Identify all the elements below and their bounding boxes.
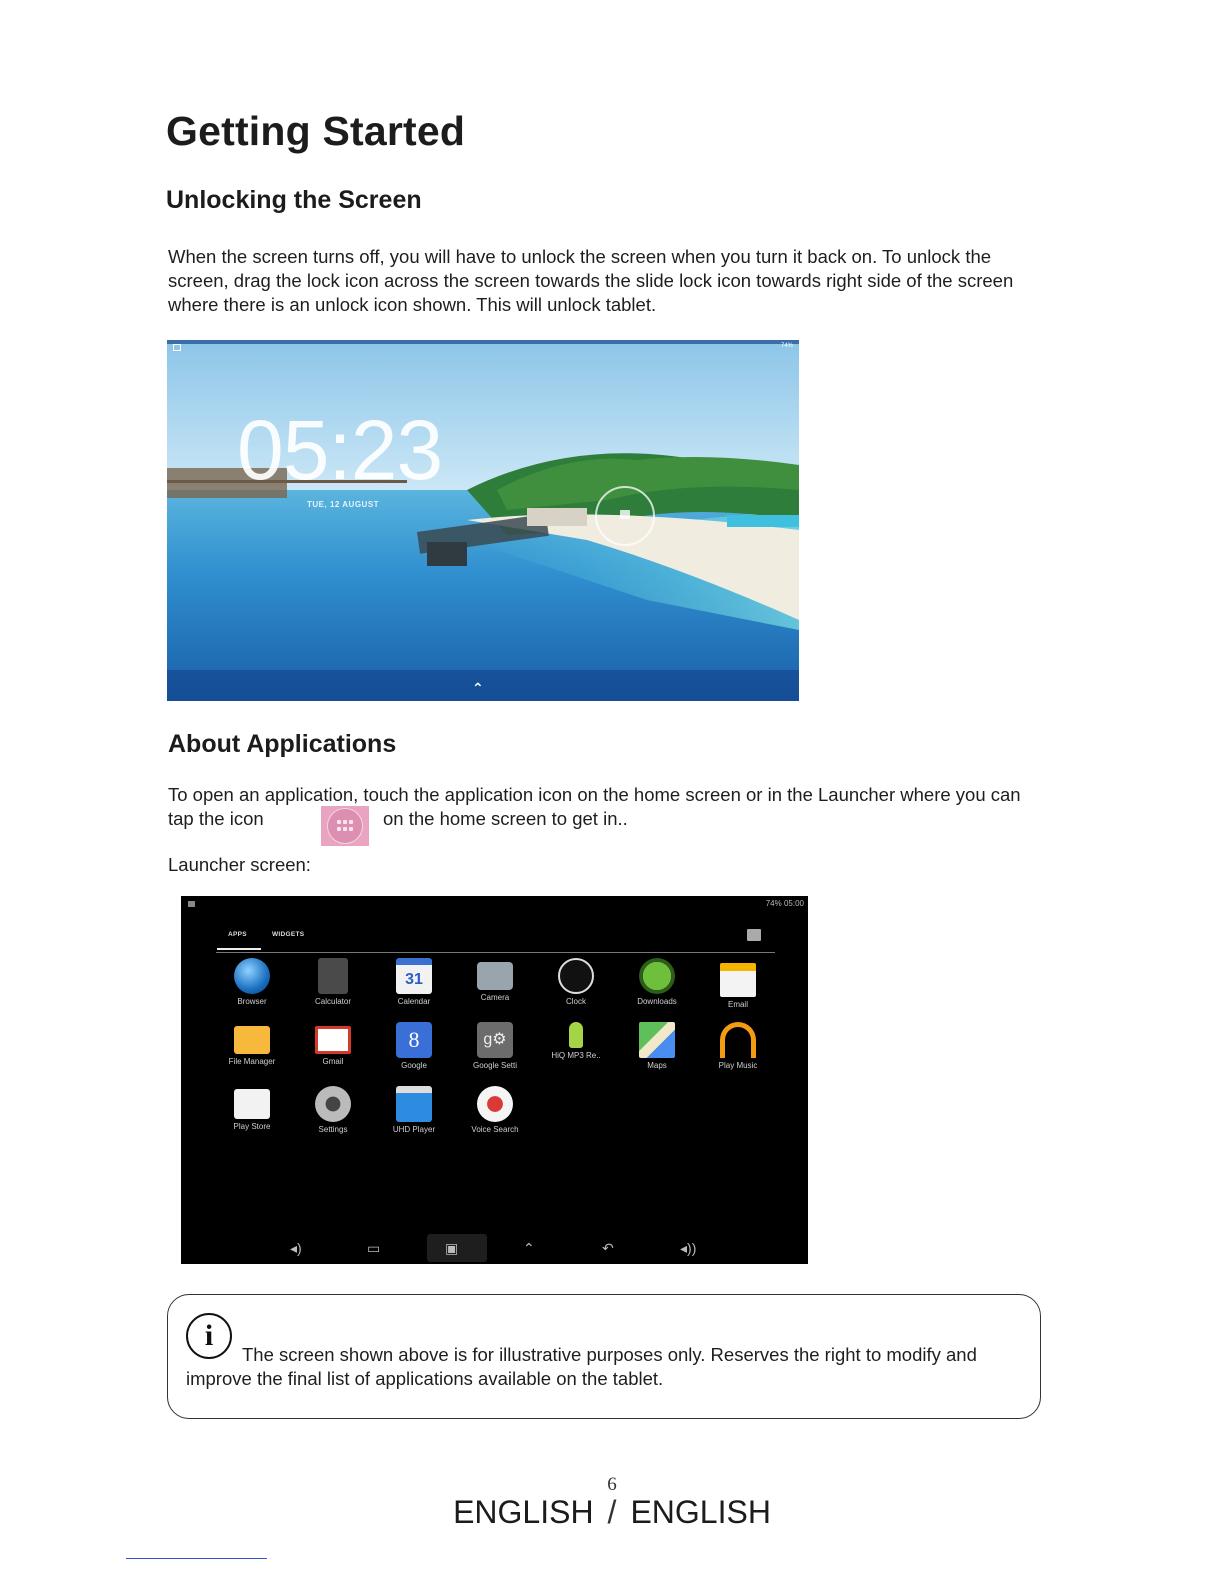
download-icon	[639, 958, 675, 994]
voice-search-icon	[477, 1086, 513, 1122]
launcher-grid-icon	[321, 806, 369, 846]
app-settings[interactable]	[293, 1086, 373, 1134]
note-text: The screen shown above is for illustrative purposes only. Reserves the right to modify and improve the final list of applications available on the tablet.	[186, 1344, 977, 1389]
app-label: Gmail	[322, 1057, 344, 1066]
home-icon[interactable]: ⌃	[523, 1240, 535, 1256]
google-icon: 8	[396, 1022, 432, 1058]
app-gmail[interactable]	[293, 1022, 373, 1066]
section-body-applications-b: on the home screen to get in..	[383, 808, 628, 829]
lock-icon	[620, 510, 630, 519]
gear-icon	[315, 1086, 351, 1122]
lock-screen-image	[167, 340, 799, 701]
notification-icon	[188, 901, 195, 907]
calculator-icon	[318, 958, 348, 994]
lock-time: 05:23	[237, 403, 443, 497]
volume-up-icon[interactable]: ◂))	[680, 1240, 697, 1256]
app-calculator[interactable]	[293, 958, 373, 1006]
screenshot-icon[interactable]: ▣	[445, 1240, 459, 1256]
tab-apps[interactable]: APPS	[228, 931, 247, 938]
recents-icon[interactable]: ▭	[367, 1240, 381, 1256]
globe-icon	[234, 958, 270, 994]
app-label: Google Setti	[472, 1061, 518, 1070]
app-google-setti[interactable]	[455, 1022, 535, 1070]
launcher-caption: Launcher screen:	[168, 854, 311, 875]
shopping-bag-icon[interactable]	[747, 929, 761, 941]
unlock-ring[interactable]	[595, 486, 655, 546]
section-heading-unlocking: Unlocking the Screen	[166, 186, 422, 214]
footer-rule	[126, 1558, 267, 1559]
app-uhd-player[interactable]	[374, 1086, 454, 1134]
app-label: Play Music	[718, 1061, 758, 1070]
app-email[interactable]	[698, 958, 778, 1009]
app-label: Google	[401, 1061, 427, 1070]
app-label: Calculator	[314, 997, 351, 1006]
note-box	[167, 1294, 1041, 1419]
footer-language	[0, 1494, 1224, 1531]
maps-icon	[639, 1022, 675, 1058]
chevron-up-icon[interactable]: ⌃	[472, 680, 484, 696]
app-label: Play Store	[233, 1122, 271, 1131]
app-label: Camera	[480, 993, 510, 1002]
app-label: Settings	[318, 1125, 348, 1134]
app-google[interactable]	[374, 1022, 454, 1070]
app-label: Calendar	[397, 997, 431, 1006]
clock-icon	[558, 958, 594, 994]
app-label: Browser	[237, 997, 267, 1006]
tab-apps-underline	[217, 948, 261, 950]
launcher-screenshot	[181, 896, 808, 1264]
back-icon[interactable]: ↶	[602, 1240, 614, 1256]
calendar-icon: 31	[396, 958, 432, 994]
microphone-icon	[569, 1022, 583, 1048]
app-label: Voice Search	[471, 1125, 519, 1134]
footer-right: ENGLISH	[630, 1494, 771, 1530]
app-label: Maps	[647, 1061, 667, 1070]
app-browser[interactable]	[212, 958, 292, 1006]
play-store-icon	[234, 1089, 270, 1119]
launcher-status: 74% 05:00	[765, 899, 804, 908]
lock-screen-scene	[167, 340, 799, 701]
lock-date: TUE, 12 AUGUST	[307, 500, 380, 509]
tab-widgets[interactable]: WIDGETS	[272, 931, 305, 938]
app-downloads[interactable]	[617, 958, 697, 1006]
app-label: Email	[727, 1000, 748, 1009]
app-camera[interactable]	[455, 958, 535, 1002]
gmail-icon	[315, 1026, 351, 1054]
app-calendar[interactable]	[374, 958, 454, 1006]
app-hiq-mp3-re[interactable]	[536, 1022, 616, 1060]
app-play-music[interactable]	[698, 1022, 778, 1070]
app-label: UHD Player	[392, 1125, 436, 1134]
video-player-icon	[396, 1086, 432, 1122]
camera-icon	[477, 962, 513, 990]
volume-down-icon[interactable]: ◂)	[290, 1240, 302, 1256]
headphones-icon	[720, 1022, 756, 1058]
page-number: 6	[607, 1474, 617, 1495]
app-label: File Manager	[228, 1057, 276, 1066]
page-title: Getting Started	[166, 108, 466, 154]
tab-divider	[216, 952, 775, 953]
app-label: Clock	[565, 997, 586, 1006]
app-play-store[interactable]	[212, 1086, 292, 1131]
app-file-manager[interactable]	[212, 1022, 292, 1066]
section-body-unlocking: When the screen turns off, you will have to unlock the screen when you turn it back on. To unlock the screen, drag the lock icon across the screen towards the slide lock icon towards right side of the screen where there is an unlock icon shown. This will unlock tablet.	[168, 246, 1014, 315]
navigation-bar	[181, 1234, 808, 1264]
footer-left: ENGLISH	[453, 1494, 594, 1530]
app-clock[interactable]	[536, 958, 616, 1006]
app-label: HiQ MP3 Re..	[551, 1051, 601, 1060]
footer-separator: /	[607, 1494, 617, 1530]
app-maps[interactable]	[617, 1022, 697, 1070]
folder-icon	[234, 1026, 270, 1054]
info-icon: i	[186, 1313, 232, 1359]
notification-icon	[173, 344, 181, 351]
lock-status: 74%	[780, 343, 793, 349]
section-body-applications-a: To open an application, touch the application icon on the home screen or in the Launcher where you can tap the icon	[168, 784, 1021, 829]
app-voice-search[interactable]	[455, 1086, 535, 1134]
email-icon	[720, 963, 756, 997]
google-settings-icon: g⚙	[477, 1022, 513, 1058]
app-label: Downloads	[637, 997, 677, 1006]
section-heading-applications: About Applications	[168, 730, 397, 758]
